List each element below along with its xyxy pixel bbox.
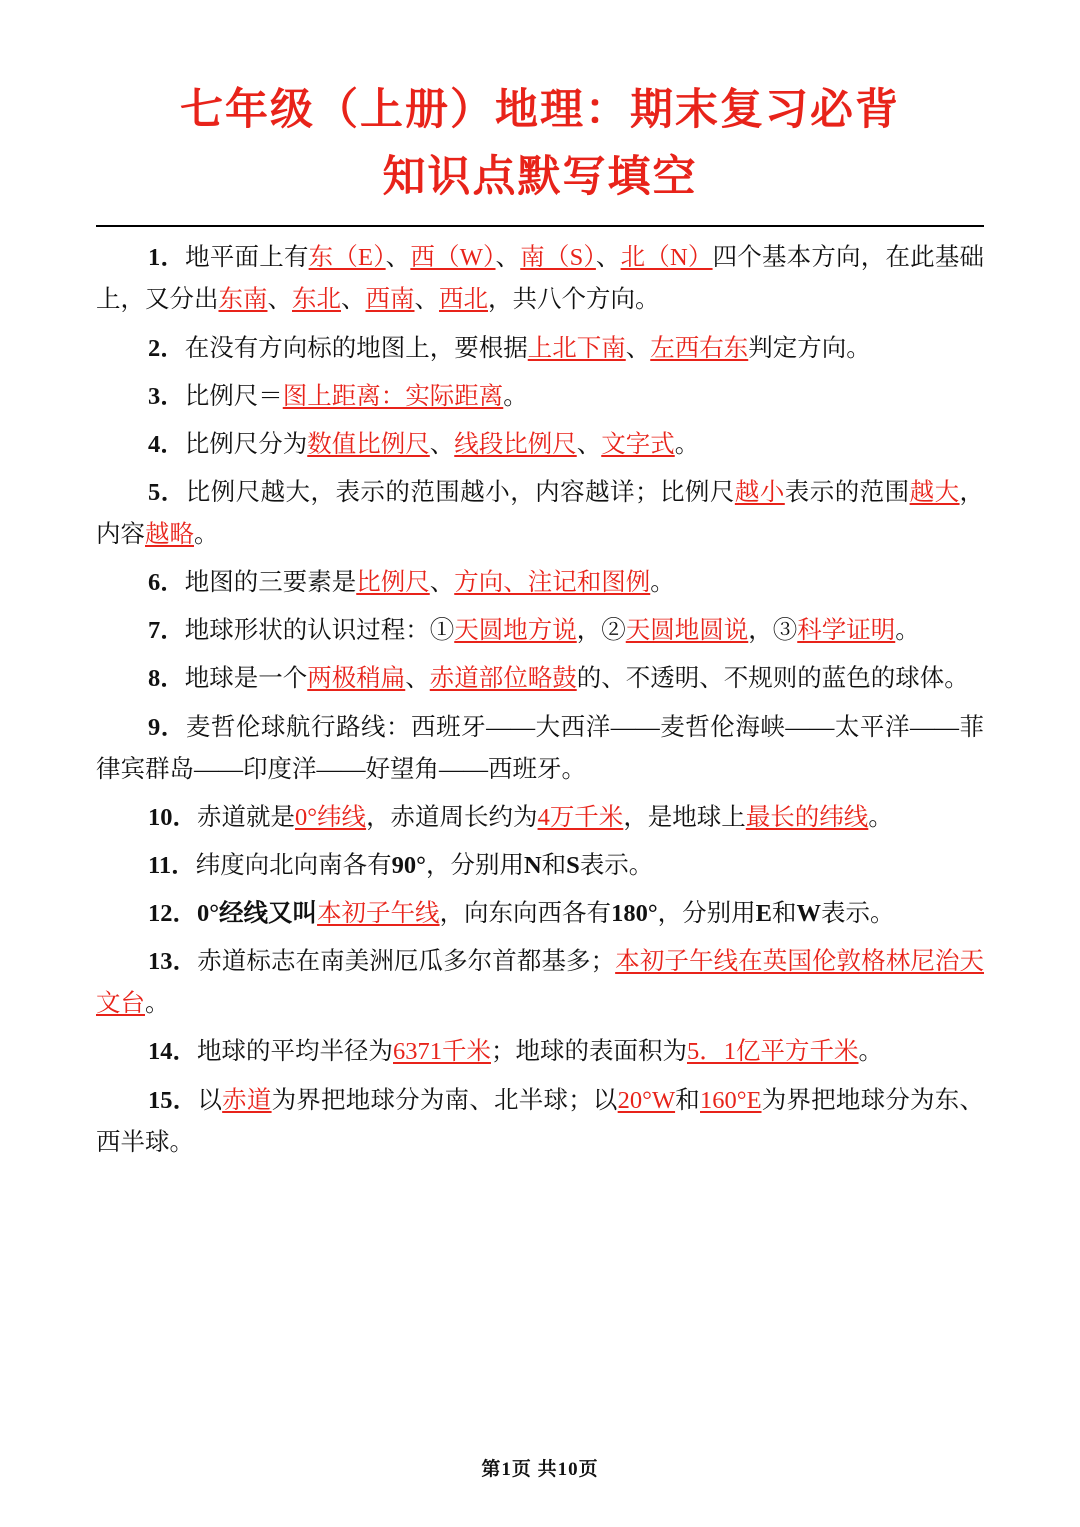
title-line-2: 知识点默写填空 bbox=[382, 153, 698, 201]
body-text: 表示。 bbox=[820, 900, 895, 928]
body-text: 比例尺＝ bbox=[184, 382, 283, 410]
knowledge-point bbox=[96, 1031, 984, 1073]
body-text: N bbox=[523, 851, 542, 879]
answer-blank: 上北下南 bbox=[527, 334, 626, 362]
body-text: 地图的三要素是 bbox=[184, 569, 357, 597]
body-text: 。 bbox=[650, 569, 675, 597]
answer-blank: 越小 bbox=[734, 478, 785, 506]
knowledge-point-number: 12． bbox=[148, 900, 197, 928]
body-text: S bbox=[566, 851, 580, 879]
answer-blank: 线段比例尺 bbox=[454, 430, 577, 458]
body-text: ，③ bbox=[748, 617, 798, 645]
body-text: 表示。 bbox=[579, 851, 654, 879]
answer-blank: 20°W bbox=[617, 1086, 676, 1114]
body-text: 、 bbox=[495, 244, 521, 272]
body-text: 0°经线又叫 bbox=[197, 900, 318, 928]
body-text: 为界把地球分为东、西半球。 bbox=[96, 1086, 984, 1156]
knowledge-point bbox=[96, 941, 984, 1025]
answer-blank: 数值比例尺 bbox=[307, 430, 430, 458]
answer-blank: 北（N） bbox=[620, 244, 713, 272]
answer-blank: 本初子午线在英国伦敦格林尼治天文台 bbox=[96, 948, 985, 1018]
body-text: 、 bbox=[576, 430, 602, 458]
title-divider bbox=[96, 225, 984, 227]
body-text: 180° bbox=[611, 900, 658, 928]
body-text: 麦哲伦球航行路线：西班牙——大西洋——麦哲伦海峡——太平洋——菲律宾群岛——印度洋——好望角——西班牙。 bbox=[96, 713, 985, 783]
answer-blank: 越大 bbox=[909, 478, 960, 506]
answer-blank: 6371千米 bbox=[393, 1038, 491, 1066]
answer-blank: 160°E bbox=[700, 1086, 762, 1114]
body-text: 。 bbox=[895, 617, 920, 645]
answer-blank: 东南 bbox=[218, 286, 268, 314]
body-text: 、 bbox=[429, 569, 455, 597]
knowledge-point-number: 6． bbox=[148, 569, 185, 597]
body-text: 比例尺分为 bbox=[184, 430, 308, 458]
knowledge-point bbox=[96, 1080, 984, 1164]
body-text: 四个基本方向，在此基础上，又分出 bbox=[96, 244, 985, 314]
body-text: 。 bbox=[503, 382, 528, 410]
body-text: 、 bbox=[405, 665, 430, 693]
knowledge-point bbox=[96, 610, 984, 652]
body-text: ，向东向西各有 bbox=[439, 900, 612, 928]
body-text: 、 bbox=[429, 430, 455, 458]
body-text: 、 bbox=[625, 334, 651, 362]
body-text: 和 bbox=[675, 1086, 701, 1114]
answer-blank: 西（W） bbox=[410, 244, 496, 272]
body-text: 。 bbox=[674, 430, 700, 458]
answer-blank: 文字式 bbox=[601, 430, 675, 458]
page-title bbox=[96, 78, 984, 211]
body-text: E bbox=[755, 900, 772, 928]
body-text: 地球形状的认识过程：① bbox=[184, 617, 455, 645]
body-text: 、 bbox=[267, 286, 292, 314]
answer-blank: 西南 bbox=[365, 286, 415, 314]
body-text: 赤道就是 bbox=[197, 803, 295, 831]
answer-blank: 图上距离：实际距离 bbox=[282, 382, 504, 410]
answer-blank: 本初子午线 bbox=[317, 900, 440, 928]
body-text: 和 bbox=[541, 851, 567, 879]
knowledge-point bbox=[96, 707, 984, 791]
body-text: 在没有方向标的地图上，要根据 bbox=[184, 334, 528, 362]
knowledge-point-number: 14． bbox=[148, 1038, 197, 1066]
knowledge-point bbox=[96, 845, 984, 887]
answer-blank: 5．1亿平方千米 bbox=[687, 1038, 859, 1066]
body-text: 地平面上有 bbox=[185, 244, 309, 272]
body-text: 以 bbox=[197, 1086, 223, 1114]
body-text: 比例尺越大，表示的范围越小，内容越详；比例尺 bbox=[185, 478, 735, 506]
answer-blank: 两极稍扁 bbox=[307, 665, 406, 693]
body-text: 纬度向北向南各有 bbox=[195, 851, 392, 879]
body-text: ，是地球上 bbox=[623, 803, 746, 831]
answer-blank: 最长的纬线 bbox=[745, 803, 869, 831]
body-text: 。 bbox=[145, 990, 170, 1018]
knowledge-point-number: 5． bbox=[148, 478, 186, 506]
body-text: 、 bbox=[341, 286, 366, 314]
body-text: 90° bbox=[391, 851, 426, 879]
title-line-1: 七年级（上册）地理：期末复习必背 bbox=[180, 87, 900, 134]
body-text: 地球是一个 bbox=[184, 665, 308, 693]
body-text: 为界把地球分为南、北半球；以 bbox=[271, 1086, 618, 1114]
knowledge-point-number: 8． bbox=[148, 665, 185, 693]
answer-blank: 天圆地圆说 bbox=[625, 617, 749, 645]
answer-blank: 赤道 bbox=[222, 1086, 272, 1114]
knowledge-point-number: 4． bbox=[148, 430, 185, 458]
body-text: ，分别用 bbox=[657, 900, 756, 928]
answer-blank: 0°纬线 bbox=[295, 803, 367, 831]
knowledge-point bbox=[96, 328, 984, 370]
body-text: ，共八个方向。 bbox=[488, 286, 660, 314]
knowledge-point-number: 7． bbox=[148, 617, 185, 645]
knowledge-point-number: 13． bbox=[148, 948, 198, 976]
knowledge-point-number: 1． bbox=[148, 244, 186, 272]
answer-blank: 方向、注记和图例 bbox=[454, 569, 651, 597]
knowledge-point-number: 10． bbox=[148, 803, 197, 831]
body-text: ，内容 bbox=[96, 478, 985, 549]
body-text: 判定方向。 bbox=[748, 334, 871, 362]
answer-blank: 天圆地方说 bbox=[454, 617, 577, 645]
knowledge-point-number: 9． bbox=[148, 713, 186, 741]
answer-blank: 越略 bbox=[145, 521, 194, 549]
answer-blank: 左西右东 bbox=[650, 334, 749, 362]
body-text: W bbox=[796, 900, 821, 928]
answer-blank: 南（S） bbox=[520, 244, 596, 272]
answer-blank: 东北 bbox=[292, 286, 341, 314]
answer-blank: 赤道部位略鼓 bbox=[429, 665, 577, 693]
knowledge-point bbox=[96, 658, 984, 700]
page-footer: 第1页 共10页 bbox=[481, 1459, 599, 1480]
body-text: 、 bbox=[385, 244, 411, 272]
knowledge-point-number: 15． bbox=[148, 1086, 198, 1114]
knowledge-point bbox=[96, 893, 984, 935]
knowledge-point bbox=[96, 797, 984, 839]
body-text: 、 bbox=[414, 286, 439, 314]
body-text: 。 bbox=[858, 1038, 883, 1066]
answer-blank: 比例尺 bbox=[356, 569, 430, 597]
body-text: 的、不透明、不规则的蓝色的球体。 bbox=[576, 665, 969, 693]
knowledge-point-number: 3． bbox=[148, 382, 185, 410]
knowledge-point-number: 11． bbox=[148, 851, 196, 879]
knowledge-point bbox=[96, 472, 984, 556]
body-text: 、 bbox=[595, 244, 621, 272]
body-text: 地球的平均半径为 bbox=[197, 1038, 393, 1066]
body-text: ，② bbox=[576, 617, 626, 645]
knowledge-point-list bbox=[96, 237, 984, 1164]
answer-blank: 科学证明 bbox=[797, 617, 896, 645]
answer-blank: 4万千米 bbox=[537, 803, 624, 831]
answer-blank: 东（E） bbox=[308, 244, 386, 272]
body-text: 。 bbox=[868, 803, 893, 831]
body-text: 和 bbox=[771, 900, 797, 928]
body-text: 表示的范围 bbox=[784, 478, 910, 506]
knowledge-point bbox=[96, 424, 984, 466]
knowledge-point bbox=[96, 562, 984, 604]
body-text: 赤道标志在南美洲厄瓜多尔首都基多； bbox=[197, 948, 616, 976]
body-text: ，分别用 bbox=[425, 851, 524, 879]
body-text: ；地球的表面积为 bbox=[491, 1038, 687, 1066]
body-text: ，赤道周长约为 bbox=[366, 803, 538, 831]
knowledge-point bbox=[96, 237, 984, 321]
answer-blank: 西北 bbox=[439, 286, 488, 314]
knowledge-point bbox=[96, 376, 984, 418]
knowledge-point-number: 2． bbox=[148, 334, 185, 362]
body-text: 。 bbox=[194, 521, 219, 549]
